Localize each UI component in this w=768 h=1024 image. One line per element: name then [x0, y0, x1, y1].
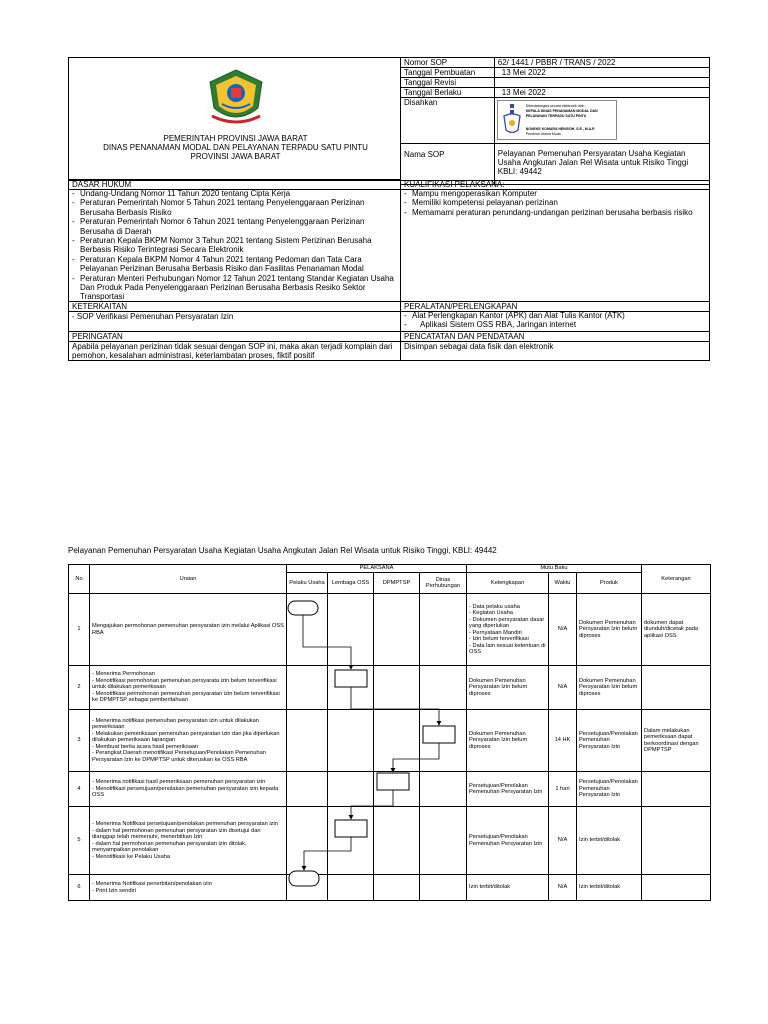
keterkaitan-title: KETERKAITAN — [72, 302, 127, 311]
keterkaitan-text: - SOP Verifikasi Pemenuhan Persyaratan Izin — [72, 312, 234, 321]
row-no: 5 — [69, 807, 90, 875]
nama-sop-value: Pelayanan Pemenuhan Persyaratan Usaha Kegiatan Usaha Angkutan Jalan Rel Wisata untuk Risiko Tinggi KBLI: 49442 — [494, 144, 709, 185]
sig-line-2: KEPALA DINAS PENANAMAN MODAL DAN — [525, 109, 598, 113]
col-header-uraian: Uraian — [90, 565, 287, 594]
dasar-hukum-title: DASAR HUKUM — [72, 180, 132, 189]
flow-connectors — [303, 615, 439, 870]
row-waktu: N/A — [549, 807, 577, 875]
meta-value: 13 Mei 2022 — [494, 68, 709, 78]
peringatan-text: Apabila pelayanan perizinan tidak sesuai dengan SOP ini, maka akan terjadi komplain dari pemohon, kesalahan administrasi, keterlambatan proses, fiktif positif — [72, 342, 393, 360]
meta-value: 62/ 1441 / PBBR / TRANS / 2022 — [494, 58, 709, 68]
row-produk: Dokumen Pemenuhan Persyaratan Izin belum diproses — [577, 666, 642, 710]
col-header-produk: Produk — [577, 573, 642, 594]
row-kelengkapan: - Data pelaku usaha - Kegiatan Usaha - Dokumen persyaratan dasar yang diperlukan - Pernyataan Mandiri - Izin belum terverifikasi - Data lain sesuai ketentuan di OSS — [467, 594, 549, 666]
col-header-mutu: Mutu Baku — [467, 565, 642, 573]
nama-sop-label: Nama SOP — [401, 144, 495, 185]
flow-process-dinas — [423, 726, 455, 743]
list-item: - Peraturan Kepala BKPM Nomor 3 Tahun 2021 tentang Sistem Perizinan Berusaha Berbasis Risiko Terintegrasi Secara Elektronik — [70, 236, 396, 255]
peralatan-title: PERALATAN/PERLENGKAPAN — [404, 302, 518, 311]
row-no: 4 — [69, 772, 90, 807]
meta-label: Tanggal Revisi — [401, 78, 495, 88]
row-no: 2 — [69, 666, 90, 710]
row-waktu: 14 HK — [549, 710, 577, 772]
kualifikasi-title: KUALIFIKASI PELAKSANA: — [404, 180, 505, 189]
list-item: - Undang-Undang Nomor 11 Tahun 2020 tentang Cipta Kerja — [70, 189, 396, 198]
row-produk: Izin terbit/ditolak — [577, 875, 642, 901]
list-item: - Peraturan Pemerintah Nomor 5 Tahun 2021 tentang Penyelenggaraan Perizinan Berusaha Berbasis Risiko — [70, 198, 396, 217]
org-line-2: DINAS PENANAMAN MODAL DAN PELAYANAN TERPADU SATU PINTU — [103, 143, 368, 152]
flow-process-oss — [335, 670, 367, 687]
row-kelengkapan: Dokumen Pemenuhan Persyaratan Izin belum diproses — [467, 710, 549, 772]
row-produk: Persetujuan/Penolakan Pemenuhan Persyaratan Izin — [577, 772, 642, 807]
col-header-pelaksana: PELAKSANA — [287, 565, 467, 573]
col-header-kelengkapan: Kelengkapan — [467, 573, 549, 594]
list-item: - Alat Perlengkapan Kantor (APK) dan Alat Tulis Kantor (ATK) — [402, 311, 708, 320]
row-waktu: 1 hari — [549, 772, 577, 807]
list-item: - Peraturan Menteri Perhubungan Nomor 12 Tahun 2021 tentang Standar Kegiatan Usaha Dan Produk Pada Penyelenggaraan Perizinan Berusaha Berbasis Resiko Sektor Transportasi — [70, 274, 396, 302]
col-header-dinas: Dinas Perhubungan — [420, 573, 467, 594]
meta-label: Tanggal Pembuatan — [401, 68, 495, 78]
row-no: 6 — [69, 875, 90, 901]
row-uraian: - Menerima notifikasi hasil pemeriksaan pemenuhan persyaratan izin - Menotifikasi persetujuan/penolakan pemenuhan persyaratan izin kepada OSS — [90, 772, 287, 807]
col-header-keterangan: Keterangan — [642, 565, 711, 594]
meta-label: Nomor SOP — [401, 58, 495, 68]
row-waktu: N/A — [549, 666, 577, 710]
list-item: - Mampu mengoperasikan Komputer — [402, 189, 708, 198]
col-header-pelaku: Pelaku Usaha — [287, 573, 328, 594]
row-kelengkapan: Dokumen Pemenuhan Persyaratan Izin belum diproses — [467, 666, 549, 710]
col-header-oss: Lembaga OSS — [328, 573, 374, 594]
row-produk: Dokumen Pemenuhan Persyaratan Izin belum diproses — [577, 594, 642, 666]
row-no: 3 — [69, 710, 90, 772]
org-line-3: PROVINSI JAWA BARAT — [190, 152, 281, 161]
row-waktu: N/A — [549, 594, 577, 666]
sig-line-1: Ditandatangani secara elektronik oleh : — [525, 104, 587, 108]
sig-line-3: PELAYANAN TERPADU SATU PINTU — [525, 113, 587, 118]
col-header-waktu: Waktu — [549, 573, 577, 594]
row-uraian: - Menerima Notifikasi persetujuan/penolakan pemenuhan persyaratan izin - dalam hal permohonan pemenuhan persyaratan izin disetujui dan dianggap telah memenuhi, menerbitkan Izin - dalam hal permohonan pemenuhan persyaratan izin ditolak, menyampaikan penolakan - Menotifikasi ke Pelaku Usaha — [90, 807, 287, 875]
row-no: 1 — [69, 594, 90, 666]
col-header-dpmptsp: DPMPTSP — [374, 573, 420, 594]
sig-rank: Pembina Utama Muda — [525, 131, 561, 136]
list-item: - Aplikasi Sistem OSS RBA, Jaringan internet — [402, 320, 708, 329]
meta-value: 13 Mei 2022 — [494, 88, 709, 98]
row-kelengkapan: Persetujuan/Penolakan Pemenuhan Persyaratan Izin — [467, 772, 549, 807]
row-uraian: - Menerima notifikasi pemenuhan persyaratan izin untuk dilakukan pemeriksaan - Melakukan pemeriksaan pemenuhan persyaratan izin dan jika diperlukan dilakukan pemeriksaan lapangan - Membuat berita acara hasil pemeriksaan - Perangkat Daerah menotifikasi Persetujuan/Penolakan Pemenuhan Persyaratan Izin ke DPMPTSP untuk diteruskan ke OSS RBA — [90, 710, 287, 772]
row-produk: Izin terbit/ditolak — [577, 807, 642, 875]
row-uraian: Mengajukan permohonan pemenuhan persyaratan izin melalui Aplikasi OSS RBA — [90, 594, 287, 666]
peringatan-title: PERINGATAN — [72, 332, 123, 341]
row-kelengkapan: Persetujuan/Penolakan Pemenuhan Persyaratan Izin — [467, 807, 549, 875]
list-item: - Memiliki kompetensi pelayanan perizinan — [402, 198, 708, 207]
pencatatan-title: PENCATATAN DAN PENDATAAN — [404, 332, 525, 341]
row-keterangan: dokumen dapat diunduh/dicetak pada aplikasi OSS — [642, 594, 711, 666]
list-item: - Peraturan Pemerintah Nomor 6 Tahun 2021 tentang Penyelenggaraan Perizinan Berusaha di Daerah — [70, 217, 396, 236]
flow-process-dpmptsp — [377, 773, 409, 790]
meta-label: Tanggal Berlaku — [401, 88, 495, 98]
row-kelengkapan: Izin terbit/ditolak — [467, 875, 549, 901]
col-header-no: No — [69, 565, 90, 594]
org-line-1: PEMERINTAH PROVINSI JAWA BARAT — [163, 134, 308, 143]
flow-title: Pelayanan Pemenuhan Persyaratan Usaha Kegiatan Usaha Angkutan Jalan Rel Wisata untuk Risiko Tinggi, KBLI: 49442 — [68, 546, 497, 555]
row-uraian: - Menerima Permohonan - Menotifikasi permohonan pemenuhan persyarata izin belum terverifikasi untuk dilakukan pemeriksaan - Menotifikasi permohonan pemenuhan persyaratan izin belum terverifikasi ke DPMPTSP sebagai pemberitahuan — [90, 666, 287, 710]
flow-terminator-end — [289, 871, 319, 886]
row-produk: Persetujuan/Penolakan Pemenuhan Persyaratan Izin — [577, 710, 642, 772]
flow-terminator-start — [288, 601, 318, 615]
row-uraian: - Menerima Notifikasi penerbitan/penolakan izin - Print Izin sendiri — [90, 875, 287, 901]
list-item: - Peraturan Kepala BKPM Nomor 4 Tahun 2021 tentang Pedoman dan Tata Cara Pelayanan Perizinan Berusaha Berbasis Risiko dan Fasilitas Penanaman Modal — [70, 255, 396, 274]
flow-process-oss-issue — [335, 820, 367, 837]
disahkan-label: Disahkan — [401, 98, 495, 144]
sig-name: NONEKE KOMARA NENGSIH, S.E., M.A.P. — [525, 127, 596, 131]
list-item: - Memamami peraturan perundang-undangan perizinan berusaha berbasis risiko — [402, 208, 708, 217]
pencatatan-text: Disimpan sebagai data fisik dan elektronik — [404, 342, 554, 351]
row-keterangan: Dalam melakukan pemeriksaan dapat berkoordinasi dengan DPMPTSP — [642, 710, 711, 772]
row-waktu: N/A — [549, 875, 577, 901]
